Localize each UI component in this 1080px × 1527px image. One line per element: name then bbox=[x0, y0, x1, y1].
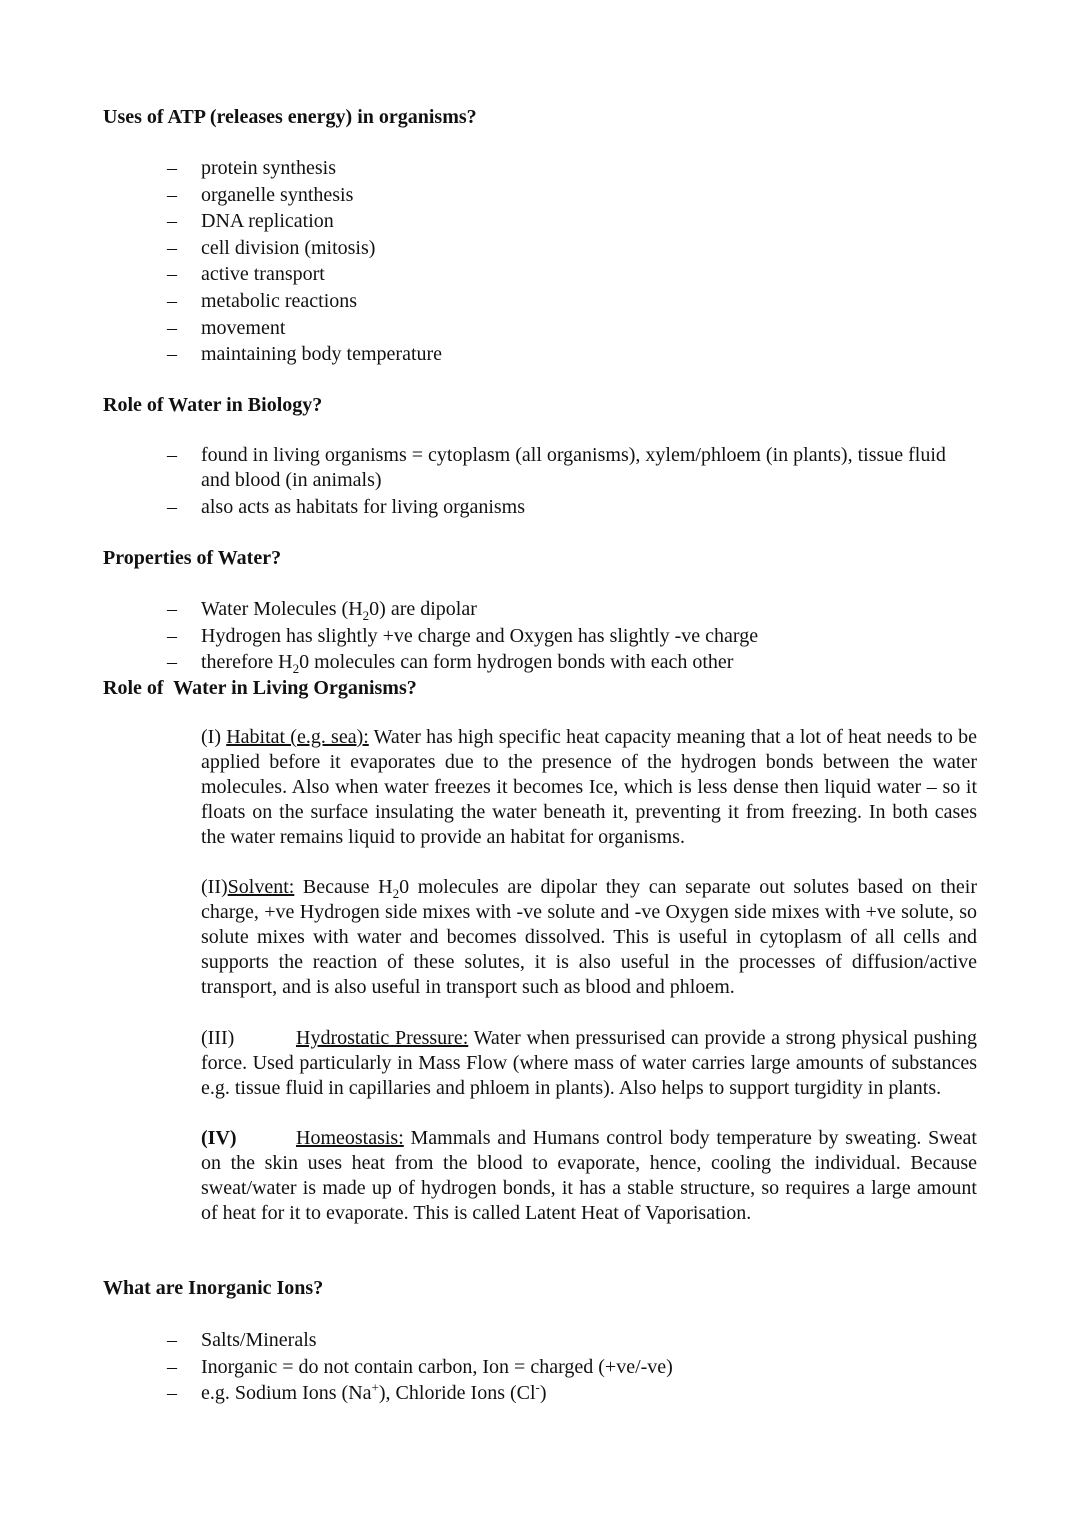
list-item: – cell division (mitosis) bbox=[167, 235, 977, 262]
list-item: – Inorganic = do not contain carbon, Ion = charged (+ve/-ve) bbox=[167, 1354, 977, 1381]
homeostasis-title: Homeostasis: bbox=[296, 1127, 404, 1149]
list-item: – e.g. Sodium Ions (Na+), Chloride Ions (Cl-) bbox=[167, 1380, 977, 1407]
hydrostatic-paragraph: (III) Hydrostatic Pressure: Water when pressurised can provide a strong physical pushing force. Used particularly in Mass Flow (where mass of water carries large amounts of substances e.g. tissue fluid in capillaries and phloem in plants). Also helps to support turgidity in plants. bbox=[201, 1027, 977, 1099]
water-role-list bbox=[167, 443, 977, 521]
solvent-title: Solvent: bbox=[227, 876, 295, 898]
list-item: – protein synthesis bbox=[167, 155, 977, 182]
list-item: – also acts as habitats for living organisms bbox=[167, 494, 977, 521]
list-item: – Water Molecules $(H_20)$ are dipolar bbox=[167, 596, 977, 623]
list-item: – found in living organisms = cytoplasm (all organisms), xylem/phloem (in plants), tissue fluid and blood (in animals) bbox=[167, 443, 977, 492]
homeostasis-paragraph: (IV) Homeostasis: Mammals and Humans control body temperature by sweating. Sweat on the skin uses heat from the blood to evaporate, hence, cooling the individual. Because sweat/water is made up of hydrogen bonds, it has a stable structure, so requires a large amount of heat for it to evaporate. This is called Latent Heat of Vaporisation. bbox=[201, 1127, 977, 1224]
atp-list bbox=[167, 155, 977, 368]
list-item: – therefore $H_20$ molecules can form hydrogen bonds with each other bbox=[167, 649, 977, 676]
ions-list bbox=[167, 1327, 977, 1407]
water-living-heading: Role of Water in Living Organisms? bbox=[103, 677, 417, 699]
list-item: – metabolic reactions bbox=[167, 288, 977, 315]
hydrostatic-title: Hydrostatic Pressure: bbox=[296, 1027, 469, 1049]
habitat-paragraph: (I) Habitat (e.g. sea): Water has high specific heat capacity meaning that a lot of heat needs to be applied before it evaporates due to the presence of the hydrogen bonds between the water molecules. Also when water freezes it becomes Ice, which is less dense then liquid water – so it floats on the surface insulating the water beneath it, preventing it from freezing. In both cases the water remains liquid to provide an habitat for organisms. bbox=[201, 726, 977, 848]
list-item: – movement bbox=[167, 315, 977, 342]
list-item: – Hydrogen has slightly +ve charge and Oxygen has slightly -ve charge bbox=[167, 623, 977, 650]
water-properties-heading: Properties of Water? bbox=[103, 547, 282, 569]
list-item: – Salts/Minerals bbox=[167, 1327, 977, 1354]
list-item: – maintaining body temperature bbox=[167, 341, 977, 368]
list-item: – DNA replication bbox=[167, 208, 977, 235]
atp-heading: Uses of ATP (releases energy) in organisms? bbox=[103, 106, 477, 128]
water-role-heading: Role of Water in Biology? bbox=[103, 394, 323, 416]
solvent-paragraph: (II)Solvent: Because $H_20$ molecules are dipolar they can separate out solutes based on their charge, +ve Hydrogen side mixes with -ve solute and -ve Oxygen side mixes with +ve solute, so solute mixes with water and becomes dissolved. This is useful in cytoplasm of all cells and supports the reaction of these solutes, it is also useful in the processes of diffusion/active transport, and is also useful in transport such as blood and phloem. bbox=[201, 876, 977, 998]
list-item: – active transport bbox=[167, 261, 977, 288]
water-properties-list bbox=[167, 596, 977, 676]
ions-heading: What are Inorganic Ions? bbox=[103, 1277, 324, 1299]
habitat-title: Habitat (e.g. sea): bbox=[226, 726, 369, 748]
list-item: – organelle synthesis bbox=[167, 182, 977, 209]
